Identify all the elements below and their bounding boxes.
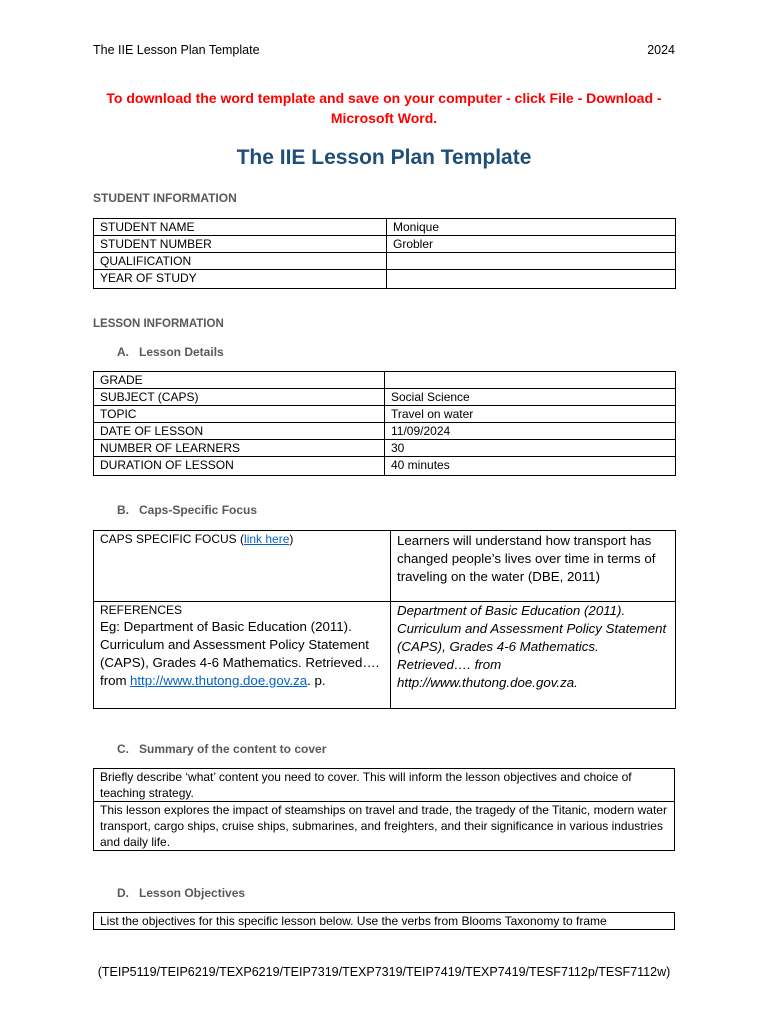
row-label: DATE OF LESSON [94, 423, 385, 440]
references-label: REFERENCES [100, 603, 183, 617]
page-footer: (TEIP5119/TEIP6219/TEXP6219/TEIP7319/TEXP7319/TEIP7419/TEXP7419/TESF7112p/TESF7112w) [97, 965, 671, 979]
section-number: C. [117, 742, 129, 756]
objectives-heading [117, 886, 245, 900]
references-label-cell [94, 602, 391, 709]
row-value[interactable]: 40 minutes [385, 457, 676, 476]
row-value[interactable]: Travel on water [385, 406, 676, 423]
page-header [93, 43, 675, 57]
caps-focus-label: CAPS SPECIFIC FOCUS ( [100, 532, 245, 546]
caps-link[interactable]: link here [244, 532, 290, 546]
row-label: TOPIC [94, 406, 385, 423]
caps-focus-label-cell [94, 531, 391, 602]
table-row [94, 253, 676, 270]
summary-instruction: Briefly describe ‘what’ content you need to cover. This will inform the lesson objectives and choice of teaching strategy. [94, 769, 675, 802]
table-row [94, 769, 675, 802]
student-info-heading: STUDENT INFORMATION [93, 191, 237, 205]
table-row [94, 270, 676, 289]
references-value[interactable]: Department of Basic Education (2011). Curriculum and Assessment Policy Statement (CAPS), Grades 4-6 Mathematics. Retrieved…. from http://www.thutong.doe.gov.za. [391, 602, 676, 709]
table-row [94, 236, 676, 253]
row-value[interactable]: 11/09/2024 [385, 423, 676, 440]
table-row [94, 219, 676, 236]
row-value[interactable] [387, 253, 676, 270]
row-label: STUDENT NUMBER [94, 236, 387, 253]
table-row [94, 423, 676, 440]
caps-focus-heading [117, 503, 257, 517]
lesson-info-heading: LESSON INFORMATION [93, 318, 224, 330]
document-title: The IIE Lesson Plan Template [236, 146, 532, 169]
row-label: STUDENT NAME [94, 219, 387, 236]
table-row [94, 802, 675, 851]
row-label: QUALIFICATION [94, 253, 387, 270]
table-row [94, 602, 676, 709]
student-info-table [93, 218, 676, 289]
download-notice: To download the word template and save on your computer - click File - Download - Microsoft Word. [106, 90, 662, 126]
section-number: A. [117, 345, 129, 359]
thutong-link[interactable]: http://www.thutong.doe.gov.za [129, 673, 308, 688]
references-example: Eg: Department of Basic Education (2011). Curriculum and Assessment Policy Statement (CAPS), Grades 4-6 Mathematics. Retrieved…. from [100, 619, 380, 688]
row-value[interactable]: Social Science [385, 389, 676, 406]
section-title: Caps-Specific Focus [139, 503, 258, 517]
caps-focus-table [93, 530, 676, 709]
lesson-details-heading [117, 345, 224, 359]
section-number: D. [117, 886, 129, 900]
table-row [94, 389, 676, 406]
table-row [94, 531, 676, 602]
row-label: NUMBER OF LEARNERS [94, 440, 385, 457]
objectives-instruction: List the objectives for this specific lesson below. Use the verbs from Blooms Taxonomy to frame [94, 913, 675, 930]
row-label: YEAR OF STUDY [94, 270, 387, 289]
row-label: SUBJECT (CAPS) [94, 389, 385, 406]
table-row [94, 406, 676, 423]
table-row [94, 440, 676, 457]
summary-heading [117, 742, 326, 756]
table-row [94, 913, 675, 930]
caps-focus-label-end: ) [289, 532, 294, 546]
row-value[interactable]: Monique [387, 219, 676, 236]
section-title: Lesson Details [139, 345, 224, 359]
header-title: The IIE Lesson Plan Template [93, 43, 260, 57]
section-title: Summary of the content to cover [139, 742, 327, 756]
row-value[interactable]: Grobler [387, 236, 676, 253]
table-row [94, 372, 676, 389]
summary-content[interactable]: This lesson explores the impact of steamships on travel and trade, the tragedy of the Titanic, modern water transport, cargo ships, cruise ships, submarines, and freighters, and their significance in various industries and daily life. [94, 802, 675, 851]
section-title: Lesson Objectives [139, 886, 246, 900]
row-label: DURATION OF LESSON [94, 457, 385, 476]
section-number: B. [117, 503, 129, 517]
row-value[interactable] [387, 270, 676, 289]
caps-focus-value[interactable]: Learners will understand how transport has changed people’s lives over time in terms of traveling on the water (DBE, 2011) [391, 531, 676, 602]
references-end: . p. [307, 673, 326, 688]
row-value[interactable] [385, 372, 676, 389]
header-year: 2024 [647, 43, 675, 57]
summary-table [93, 768, 675, 851]
row-value[interactable]: 30 [385, 440, 676, 457]
table-row [94, 457, 676, 476]
objectives-table [93, 912, 675, 930]
lesson-details-table [93, 371, 676, 476]
row-label: GRADE [94, 372, 385, 389]
